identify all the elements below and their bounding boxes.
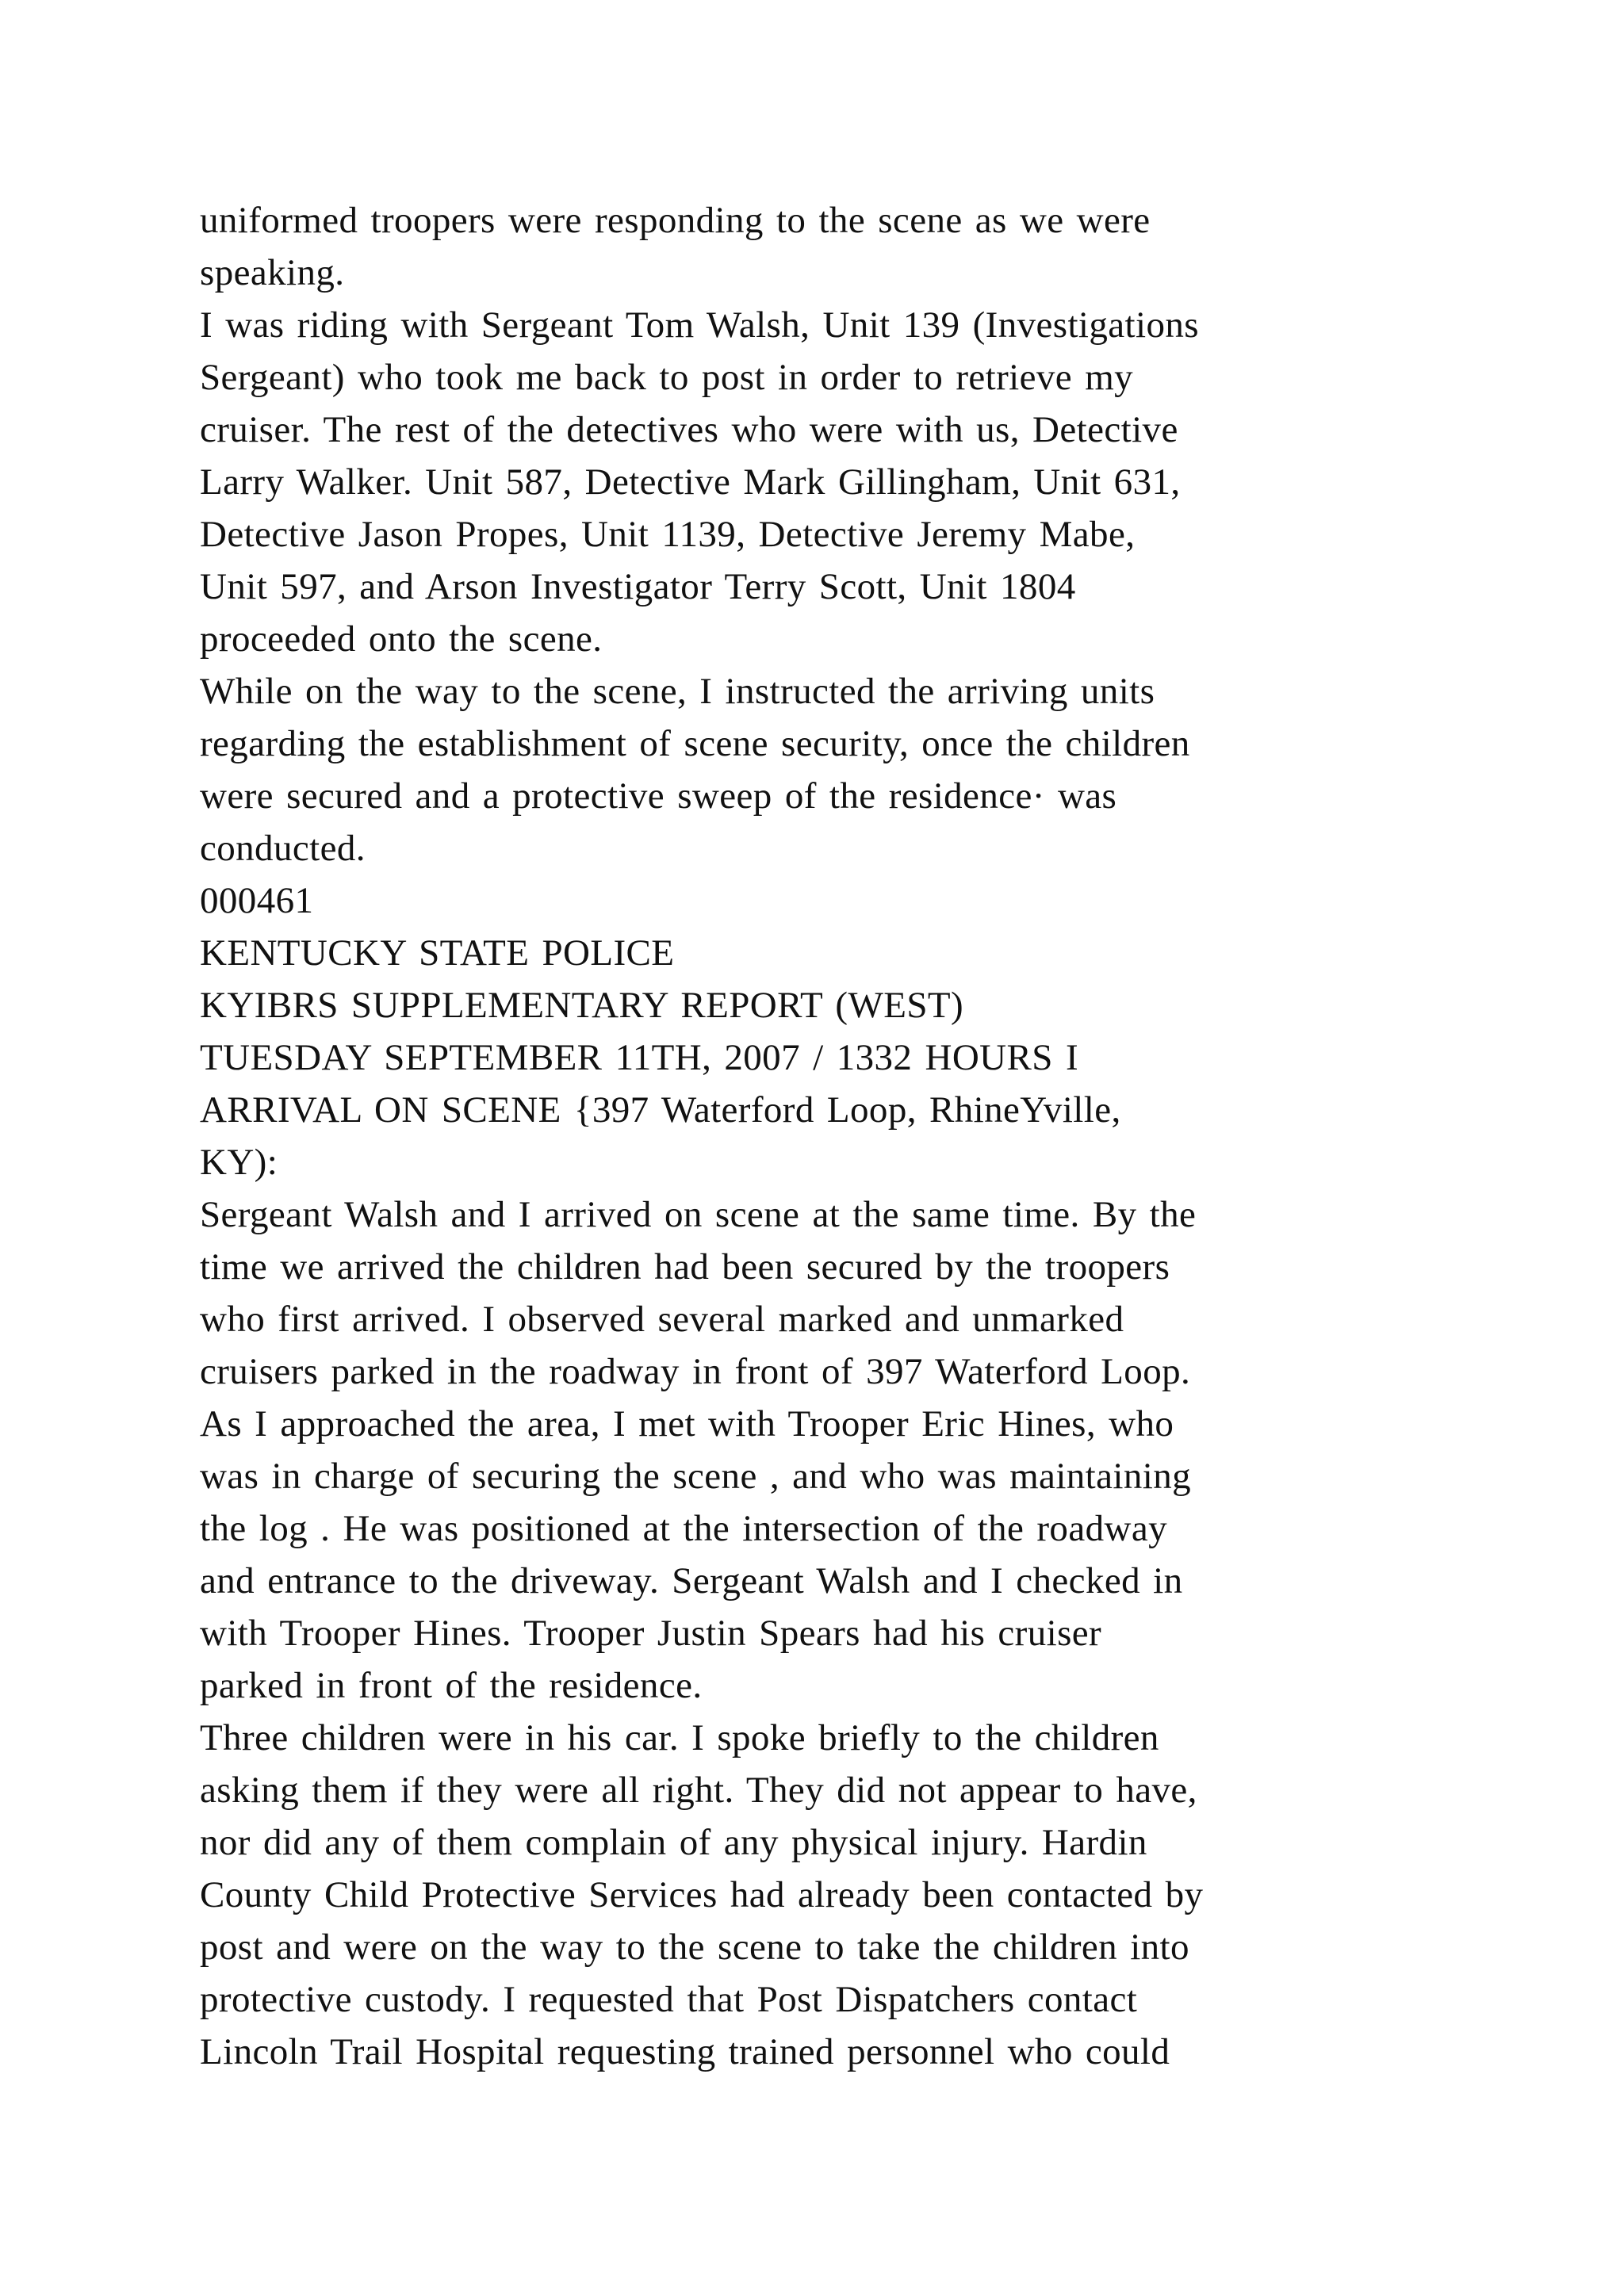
text-line: Sergeant Walsh and I arrived on scene at the same time. By the: [200, 1194, 1197, 1235]
text-line: regarding the establishment of scene security, once the children: [200, 723, 1190, 764]
text-line: proceeded onto the scene.: [200, 618, 603, 660]
text-line: asking them if they were all right. They did not appear to have,: [200, 1770, 1197, 1811]
text-line: Sergeant) who took me back to post in order to retrieve my: [200, 357, 1134, 398]
text-line: Unit 597, and Arson Investigator Terry Scott, Unit 1804: [200, 566, 1076, 607]
text-line: County Child Protective Services had already been contacted by: [200, 1874, 1204, 1915]
text-line: cruiser. The rest of the detectives who were with us, Detective: [200, 409, 1178, 450]
page-number: 000461: [200, 880, 314, 921]
text-line: While on the way to the scene, I instructed the arriving units: [200, 671, 1155, 712]
text-line: cruisers parked in the roadway in front of 397 Waterford Loop.: [200, 1351, 1191, 1392]
section-heading-cont: KY):: [200, 1142, 278, 1183]
text-line: post and were on the way to the scene to take the children into: [200, 1927, 1189, 1968]
text-line: uniformed troopers were responding to the scene as we were: [200, 200, 1151, 241]
text-line: time we arrived the children had been secured by the troopers: [200, 1246, 1170, 1288]
report-title: KYIBRS SUPPLEMENTARY REPORT (WEST): [200, 985, 964, 1026]
text-line: was in charge of securing the scene , and who was maintaining: [200, 1456, 1192, 1497]
text-line: protective custody. I requested that Post Dispatchers contact: [200, 1979, 1138, 2020]
section-heading: ARRIVAL ON SCENE {397 Waterford Loop, RhineYville,: [200, 1089, 1121, 1131]
text-line: parked in front of the residence.: [200, 1665, 703, 1706]
report-datetime: TUESDAY SEPTEMBER 11TH, 2007 / 1332 HOURS I: [200, 1037, 1079, 1078]
text-line: As I approached the area, I met with Trooper Eric Hines, who: [200, 1403, 1174, 1445]
text-line: Detective Jason Propes, Unit 1139, Detective Jeremy Mabe,: [200, 514, 1136, 555]
report-body: [200, 194, 1437, 2078]
text-line: the log . He was positioned at the intersection of the roadway: [200, 1508, 1167, 1549]
text-line: who first arrived. I observed several marked and unmarked: [200, 1299, 1124, 1340]
text-line: I was riding with Sergeant Tom Walsh, Unit 139 (Investigations: [200, 304, 1199, 346]
agency-header: KENTUCKY STATE POLICE: [200, 932, 675, 974]
text-line: and entrance to the driveway. Sergeant Walsh and I checked in: [200, 1560, 1183, 1601]
text-line: Three children were in his car. I spoke briefly to the children: [200, 1717, 1159, 1758]
text-line: nor did any of them complain of any physical injury. Hardin: [200, 1822, 1147, 1863]
text-line: Lincoln Trail Hospital requesting trained personnel who could: [200, 2031, 1170, 2072]
text-line: speaking.: [200, 252, 345, 293]
text-line: with Trooper Hines. Trooper Justin Spears had his cruiser: [200, 1613, 1102, 1654]
text-line: conducted.: [200, 828, 366, 869]
text-line: were secured and a protective sweep of the residence· was: [200, 775, 1117, 817]
text-line: Larry Walker. Unit 587, Detective Mark Gillingham, Unit 631,: [200, 461, 1181, 503]
